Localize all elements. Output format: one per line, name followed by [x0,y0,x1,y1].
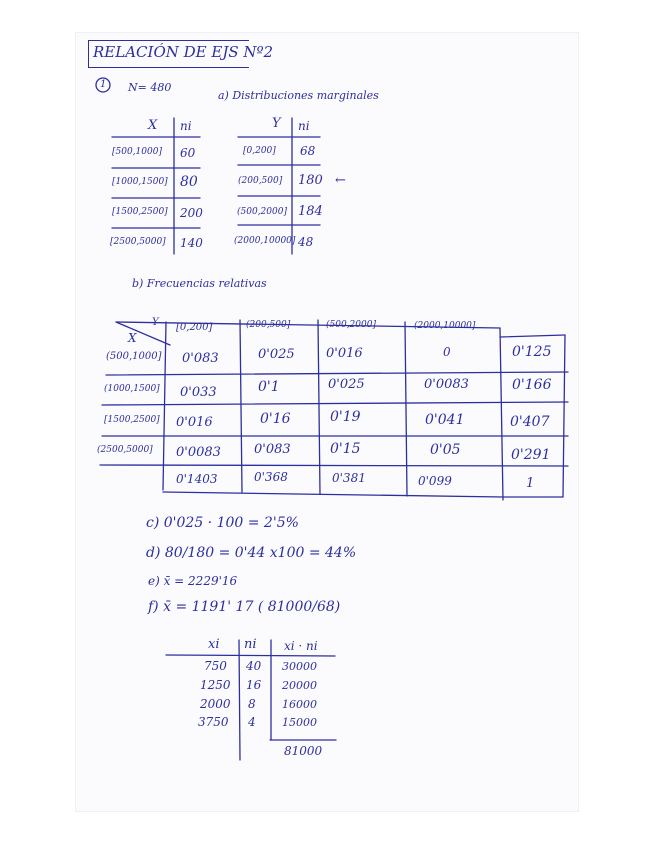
rel-table-col-header: (500,2000] [326,320,376,330]
page-title: RELACIÓN DE EJS Nº2 [93,43,274,61]
rel-table-cell: 0'016 [326,346,363,361]
answer-c: c) 0'025 · 100 = 2'5% [146,515,299,531]
table-f-cell: 750 [204,659,227,673]
rel-table-cell: 0'083 [182,351,219,366]
rel-table-cell: 0'016 [176,415,213,430]
rel-table-total: 0'099 [418,474,452,488]
table-y-header: Y [272,116,281,131]
rel-table-col-header: [0,200] [176,322,213,333]
table-f-total: 81000 [284,744,323,758]
table-y-cell: 180 [298,173,323,188]
rel-table-cell: 0'033 [180,385,217,400]
table-y-cell: [0,200] [243,146,276,156]
rel-table-col-header: (2000,10000] [414,321,476,331]
rel-table-cell: 0 [443,345,451,359]
arrow-mark-icon: ← [335,173,346,188]
table-x-cell: 200 [180,206,203,220]
rel-table-row-header: (500,1000] [106,351,162,362]
table-x-cell: 140 [180,236,203,250]
table-y-cell: 68 [300,144,316,158]
table-y-cell: 184 [298,204,323,219]
exercise-number: 1 [100,79,107,90]
table-f-cell: 40 [246,659,262,673]
table-f-cell: 16000 [282,698,317,711]
table-f-cell: 8 [248,697,256,711]
table-y-cell: (2000,10000] [234,236,296,246]
table-f-cell: 16 [246,678,262,692]
table-x-cell: [1000,1500] [112,177,168,187]
table-x-header: ni [180,119,192,133]
table-f-cell: 3750 [198,715,229,729]
table-f-cell: 30000 [282,660,317,673]
rel-table-cell: 0'1 [258,379,280,395]
rel-table-row-header: (1000,1500] [104,384,160,394]
table-x-cell: [2500,5000] [110,237,166,247]
rel-table-cell: 0'15 [330,441,361,457]
table-f-header: xi [208,637,220,652]
table-f-cell: 15000 [282,716,317,729]
section-b-label: b) Frecuencias relativas [132,277,267,290]
rel-table-cell: 0'025 [328,377,365,392]
table-x-cell: [500,1000] [112,147,162,157]
rel-table-cell: 0'407 [510,414,550,430]
answer-f: f) x̄ = 1191' 17 ( 81000/68) [148,599,341,615]
rel-table-cell: 0'291 [511,447,551,463]
rel-table-row-header: (2500,5000] [97,445,153,455]
rel-table-cell: 0'166 [512,377,552,393]
table-x-cell: 80 [180,174,198,190]
table-y-cell: (200,500] [238,176,283,186]
answer-d: d) 80/180 = 0'44 x100 = 44% [146,545,357,561]
table-y-header: ni [298,119,310,133]
table-f-cell: 1250 [200,678,231,692]
rel-table-cell: 0'16 [260,411,291,427]
section-a-label: a) Distribuciones marginales [218,89,379,102]
table-x-cell: 60 [180,146,196,160]
rel-table-col-header: (200,500] [246,320,291,330]
answer-e: e) x̄ = 2229'16 [148,574,238,588]
rel-table-cell: 0'05 [430,442,461,458]
rel-table-total: 0'368 [254,470,288,484]
rel-table-cell: 0'0083 [176,445,221,460]
table-f-cell: 4 [248,715,256,729]
table-x-cell: [1500,2500] [112,207,168,217]
n-label: N= 480 [128,81,172,94]
table-f-cell: 2000 [200,697,231,711]
table-y-cell: (500,2000] [237,207,287,217]
table-f-header: ni [244,637,257,652]
table-y-cell: 48 [298,235,314,249]
rel-table-total: 0'1403 [176,472,218,486]
table-x-header: X [148,118,158,133]
rel-table-cell: 0'083 [254,442,291,457]
table-f-header: xi · ni [284,639,318,653]
rel-table-corner-x: X [128,331,137,345]
rel-table-total: 1 [526,476,535,491]
rel-table-total: 0'381 [332,471,366,485]
rel-table-row-header: [1500,2500] [104,415,160,425]
rel-table-cell: 0'041 [425,412,465,428]
rel-table-cell: 0'0083 [424,377,469,392]
rel-table-cell: 0'025 [258,347,295,362]
rel-table-cell: 0'19 [330,409,361,425]
table-f-cell: 20000 [282,679,317,692]
rel-table-cell: 0'125 [512,344,552,360]
rel-table-corner-y: Y [152,317,159,328]
